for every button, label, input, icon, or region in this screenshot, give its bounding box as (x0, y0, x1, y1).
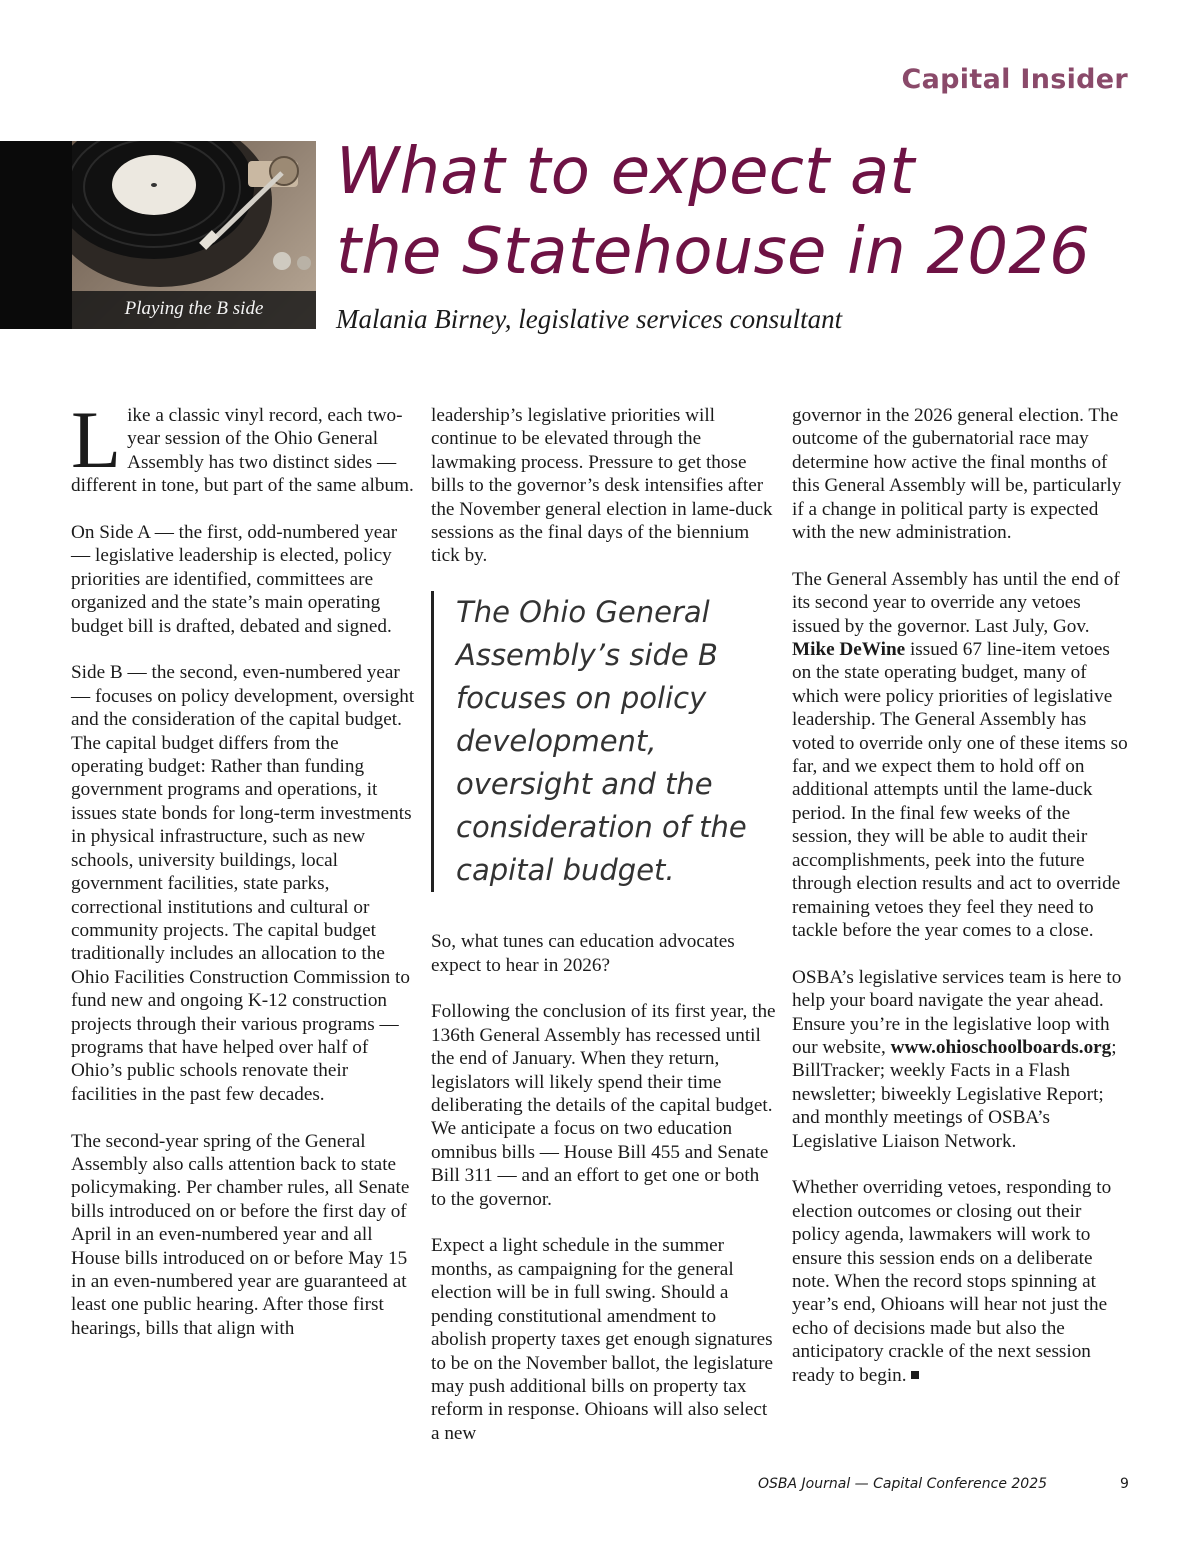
paragraph: The second-year spring of the General Assembly also calls attention back to state policymaking. Per chamber rules, all Senate bills introduced on or before the first day of April in an even-numbered year and all House bills introduced on or before May 15 in an even-numbered year are guaranteed at least one public hearing. After those first hearings, bills that align with (71, 1130, 410, 1339)
turntable-photo (72, 141, 316, 329)
website-link[interactable]: www.ohioschoolboards.org (890, 1036, 1112, 1058)
pull-quote: The Ohio General Assembly’s side B focuses on policy development, oversight and the consideration of the capital budget. (431, 591, 776, 892)
paragraph: Like a classic vinyl record, each two-year session of the Ohio General Assembly has two distinct sides — different in tone, but part of the same album. (71, 394, 414, 497)
paragraph: OSBA’s legislative services team is here to help your board navigate the year ahead. Ensure you’re in the legislative loop with our website, www.ohioschoolboards.org; BillTracker; weekly Facts in a Flash newsletter; biweekly Legislative Report; and monthly meetings of OSBA’s Legislative Liaison Network. (792, 966, 1122, 1152)
governor-name: Mike DeWine (792, 639, 906, 661)
column-3 (792, 404, 1132, 1410)
paragraph: On Side A — the first, odd-numbered year — legislative leadership is elected, policy priorities are identified, committees are organized and the state’s main operating budget bill is drafted, debated and signed. (71, 522, 398, 637)
photo-caption: Playing the B side (72, 291, 316, 329)
paragraph: Expect a light schedule in the summer months, as campaigning for the general election will be in full swing. Should a pending constitutional amendment to abolish property taxes get enough signatures to be on the November ballot, the legislature may push additional bills on property tax reform in response. Ohioans will also select a new (431, 1235, 774, 1444)
end-mark-icon (911, 1371, 919, 1379)
paragraph: Following the conclusion of its first year, the 136th General Assembly has recessed until the end of January. When they return, legislators will likely spend their time deliberating the details of the capital budget. We anticipate a focus on two education omnibus bills — House Bill 455 and Senate Bill 311 — and an effort to get one or both to the governor. (431, 1001, 776, 1210)
drop-cap: L (71, 394, 122, 485)
section-tag: Capital Insider (901, 64, 1128, 95)
byline: Malania Birney, legislative services consultant (336, 304, 843, 334)
paragraph: So, what tunes can education advocates expect to hear in 2026? (431, 931, 735, 976)
footer-publication: OSBA Journal — Capital Conference 2025 (758, 1476, 1048, 1492)
paragraph: Whether overriding vetoes, responding to election outcomes or closing out their policy agenda, lawmakers will work to ensure this session ends on a deliberate note. When the record stops spinning at year’s end, Ohioans will hear not just the echo of decisions made but also the anticipatory crackle of the next session ready to begin. (792, 1177, 1112, 1386)
page-number: 9 (1120, 1476, 1129, 1492)
paragraph: leadership’s legislative priorities will continue to be elevated through the lawmaking process. Pressure to get those bills to the governor’s desk intensifies after the November general election in lame-duck sessions as the final days of the biennium tick by. (431, 405, 773, 567)
paragraph: Side B — the second, even-numbered year — focuses on policy development, oversight and the consideration of the capital budget. The capital budget differs from the operating budget: Rather than funding government programs and operations, it issues state bonds for long-term investments in physical infrastructure, such as new schools, university buildings, local government facilities, state parks, correctional institutions and cultural or community projects. The capital budget traditionally includes an allocation to the Ohio Facilities Construction Commission to fund new and ongoing K-12 construction projects through their various programs — programs that have helped over half of Ohio’s public schools renovate their facilities in the past few decades. (71, 662, 415, 1105)
headline-line-1: What to expect at (336, 135, 915, 209)
headline-line-2: the Statehouse in 2026 (336, 215, 1091, 289)
column-2 (431, 404, 776, 1469)
black-bar (0, 141, 72, 329)
column-1 (71, 394, 415, 1364)
paragraph: The General Assembly has until the end of its second year to override any vetoes issued by the governor. Last July, Gov. Mike DeWine issued 67 line-item vetoes on the state operating budget, many of which were policy priorities of legislative leadership. The General Assembly has voted to override only one of these items so far, and we expect them to hold off on additional attempts until the lame-duck period. In the final few weeks of the session, they will be able to audit their accomplishments, peek into the future through election results and act to override remaining vetoes they feel they need to tackle before the year comes to a close. (792, 568, 1128, 941)
paragraph: governor in the 2026 general election. The outcome of the gubernatorial race may determine how active the final months of this General Assembly will be, particularly if a change in political party is expected with the new administration. (792, 405, 1122, 544)
headline (336, 132, 1176, 292)
